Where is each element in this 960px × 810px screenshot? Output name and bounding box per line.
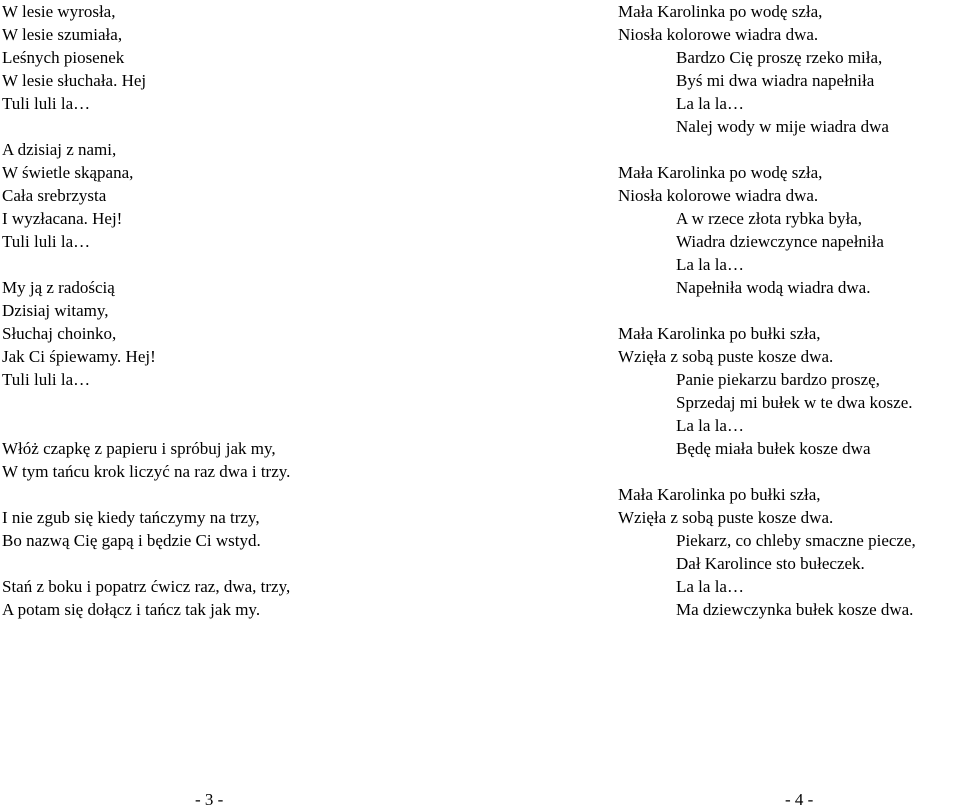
poem-line: Dzisiaj witamy,: [2, 301, 109, 320]
poem-line: W lesie wyrosła,: [2, 2, 116, 21]
poem-line: La la la…: [676, 255, 744, 274]
poem-line: W lesie słuchała. Hej: [2, 71, 147, 90]
poem-line: My ją z radością: [2, 278, 115, 297]
poem-line: Leśnych piosenek: [2, 48, 125, 67]
poem-line: La la la…: [676, 416, 744, 435]
poem-line: Włóż czapkę z papieru i spróbuj jak my,: [2, 439, 276, 458]
poem-line: Tuli luli la…: [2, 370, 91, 389]
poem-line: Piekarz, co chleby smaczne piecze,: [676, 531, 916, 550]
poem-line: Niosła kolorowe wiadra dwa.: [618, 186, 819, 205]
poem-line: Mała Karolinka po bułki szła,: [618, 324, 821, 343]
poem-line: La la la…: [676, 94, 744, 113]
page-number-right: - 4 -: [785, 790, 814, 809]
poem-line: Wzięła z sobą puste kosze dwa.: [618, 508, 834, 527]
poem-line: Byś mi dwa wiadra napełniła: [676, 71, 875, 90]
poem-line: Mała Karolinka po wodę szła,: [618, 2, 823, 21]
poem-line: Dał Karolince sto bułeczek.: [676, 554, 865, 573]
poem-line: Bardzo Cię proszę rzeko miła,: [676, 48, 883, 67]
poem-line: Bo nazwą Cię gapą i będzie Ci wstyd.: [2, 531, 261, 550]
poem-line: I nie zgub się kiedy tańczymy na trzy,: [2, 508, 260, 527]
poem-line: Cała srebrzysta: [2, 186, 107, 205]
poem-line: Mała Karolinka po wodę szła,: [618, 163, 823, 182]
poem-line: W tym tańcu krok liczyć na raz dwa i trzy.: [2, 462, 291, 481]
poem-line: Tuli luli la…: [2, 94, 91, 113]
poem-line: Wiadra dziewczynce napełniła: [676, 232, 884, 251]
poem-line: Stań z boku i popatrz ćwicz raz, dwa, trzy,: [2, 577, 291, 596]
poem-line: W lesie szumiała,: [2, 25, 123, 44]
poem-line: A dzisiaj z nami,: [2, 140, 117, 159]
page-number-left: - 3 -: [195, 790, 224, 809]
poem-line: Słuchaj choinko,: [2, 324, 117, 343]
poem-line: Jak Ci śpiewamy. Hej!: [2, 347, 156, 366]
poem-line: Panie piekarzu bardzo proszę,: [676, 370, 880, 389]
poem-line: I wyzłacana. Hej!: [2, 209, 123, 228]
poem-line: Napełniła wodą wiadra dwa.: [676, 278, 871, 297]
poem-line: Mała Karolinka po bułki szła,: [618, 485, 821, 504]
poem-line: Wzięła z sobą puste kosze dwa.: [618, 347, 834, 366]
poem-line: La la la…: [676, 577, 744, 596]
poem-line: Będę miała bułek kosze dwa: [676, 439, 871, 458]
poem-line: W świetle skąpana,: [2, 163, 134, 182]
poem-line: A w rzece złota rybka była,: [676, 209, 862, 228]
poem-line: Sprzedaj mi bułek w te dwa kosze.: [676, 393, 913, 412]
poem-line: A potam się dołącz i tańcz tak jak my.: [2, 600, 261, 619]
poem-line: Tuli luli la…: [2, 232, 91, 251]
poem-line: Ma dziewczynka bułek kosze dwa.: [676, 600, 914, 619]
poem-line: Niosła kolorowe wiadra dwa.: [618, 25, 819, 44]
poem-line: Nalej wody w mije wiadra dwa: [676, 117, 889, 136]
